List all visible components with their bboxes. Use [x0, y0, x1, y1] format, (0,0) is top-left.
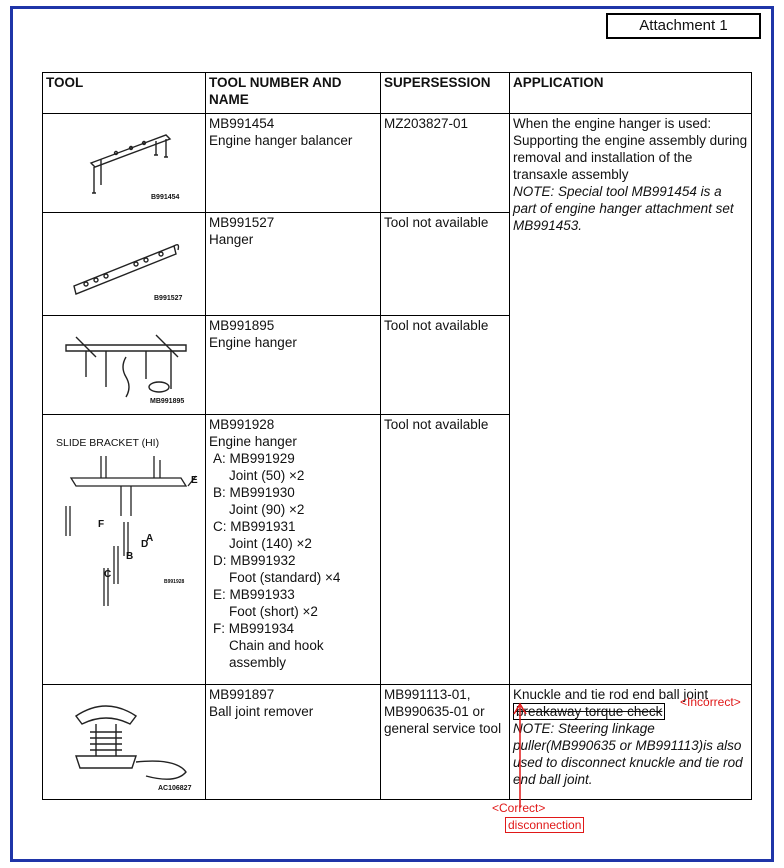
tool-image-cell	[43, 316, 206, 415]
incorrect-marker: <Incorrect>	[680, 695, 741, 709]
struck-text: breakaway torque check	[513, 703, 665, 720]
image-title: SLIDE BRACKET (HI)	[56, 437, 160, 449]
part-letter: C	[104, 569, 112, 580]
table-row	[43, 114, 752, 213]
part-id: B: MB991930	[213, 485, 295, 500]
table-row	[43, 685, 752, 800]
part-desc: Foot (short) ×2	[229, 604, 318, 619]
application-cell	[510, 114, 752, 685]
part-id: F: MB991934	[213, 621, 295, 636]
header-application: APPLICATION	[510, 73, 752, 114]
tool-number-cell	[206, 415, 381, 685]
tool-name: Engine hanger	[209, 434, 297, 449]
part-id: D: MB991932	[213, 553, 296, 568]
tool-image-label: AC106827	[158, 785, 192, 792]
part-desc: Joint (90) ×2	[229, 502, 305, 517]
part-desc: Foot (standard) ×4	[229, 570, 341, 585]
tool-number-cell	[206, 316, 381, 415]
tool-image-label: B991454	[151, 194, 180, 201]
part-desc: Joint (140) ×2	[229, 536, 312, 551]
supersession-cell: Tool not available	[381, 415, 510, 685]
tool-number: MB991897	[209, 687, 275, 702]
application-note: NOTE: Steering linkage puller(MB990635 or MB991113)is also used to disconnect knuckle and tie rod end ball joint.	[513, 721, 743, 787]
supersession-cell: MB991113-01, MB990635-01 or general service tool	[381, 685, 510, 800]
part-letter: E	[191, 475, 198, 486]
tool-image-label: MB991895	[150, 398, 185, 405]
part-id: E: MB991933	[213, 587, 295, 602]
tool-image-label: B991527	[154, 295, 183, 302]
supersession-cell: Tool not available	[381, 316, 510, 415]
tool-image-cell	[43, 415, 206, 685]
header-tool-number: TOOL NUMBER AND NAME	[206, 73, 381, 114]
part-letter: A	[146, 533, 154, 544]
supersession-cell: Tool not available	[381, 213, 510, 316]
correct-marker: <Correct>	[492, 801, 546, 815]
tool-number: MB991928	[209, 417, 275, 432]
table-header-row	[43, 73, 752, 114]
part-id: C: MB991931	[213, 519, 296, 534]
part-letter: F	[98, 519, 105, 530]
correction-box: disconnection	[505, 817, 584, 833]
header-tool: TOOL	[43, 73, 206, 114]
header-supersession: SUPERSESSION	[381, 73, 510, 114]
tool-name: Hanger	[209, 232, 254, 247]
tool-image-cell	[43, 685, 206, 800]
attachment-label: Attachment 1	[606, 13, 761, 39]
supersession-cell: MZ203827-01	[381, 114, 510, 213]
engine-hanger-kit-image	[46, 416, 201, 676]
tool-number: MB991454	[209, 116, 275, 131]
tool-name: Ball joint remover	[209, 704, 314, 719]
part-desc: Chain and hook assembly	[229, 638, 324, 670]
tool-name: Engine hanger	[209, 335, 297, 350]
application-text: Knuckle and tie rod end ball joint	[513, 687, 709, 702]
tool-image-label: B991928	[164, 579, 185, 585]
tool-number-cell	[206, 114, 381, 213]
tool-name: Engine hanger balancer	[209, 133, 353, 148]
part-letter: B	[126, 551, 134, 562]
tool-number-cell	[206, 213, 381, 316]
part-letter: D	[141, 539, 149, 550]
part-id: A: MB991929	[213, 451, 295, 466]
tool-image-cell	[43, 213, 206, 316]
part-desc: Joint (50) ×2	[229, 468, 305, 483]
tool-image-cell	[43, 114, 206, 213]
ball-joint-remover-image	[46, 686, 201, 794]
tool-number: MB991527	[209, 215, 275, 230]
tool-number-cell	[206, 685, 381, 800]
application-text: When the engine hanger is used: Supporting the engine assembly during removal and installation of the transaxle assembly	[513, 116, 748, 182]
application-note: NOTE: Special tool MB991454 is a part of engine hanger attachment set MB991453.	[513, 184, 734, 233]
tool-number: MB991895	[209, 318, 275, 333]
correction-arrow	[510, 700, 530, 810]
tool-table	[42, 72, 752, 800]
